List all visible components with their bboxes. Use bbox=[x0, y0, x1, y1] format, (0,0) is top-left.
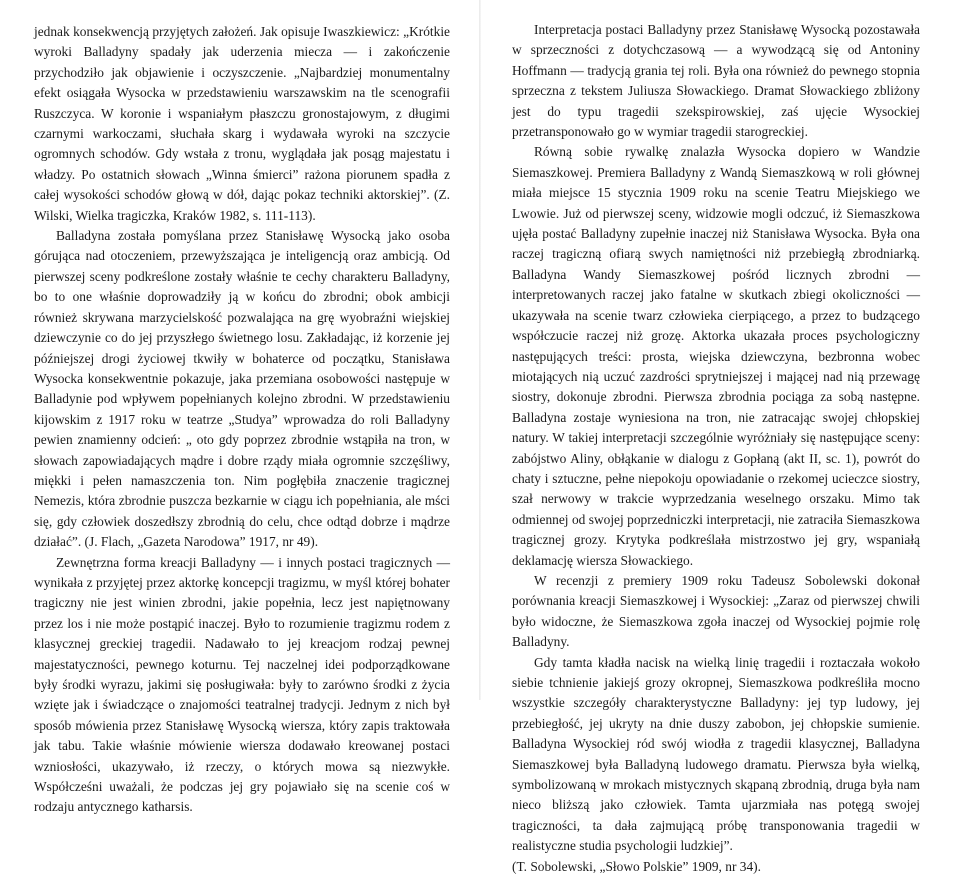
book-gutter bbox=[479, 0, 481, 700]
right-page bbox=[480, 0, 960, 874]
left-paragraph-2: Balladyna została pomyślana przez Stanisławę Wysocką jako osoba górująca nad otoczeniem, przewyższająca je inteligencją oraz ambicją. Od pierwszej sceny podkreślone zostały właśnie te cechy charakteru Balladyny, bo to one właśnie doprowadziły ją w końcu do zbrodni; obok ambicji również skrywana marzycielskość pozwalająca na grę wyobraźni wiejskiej dziewczynie co do jej przyszłego świetnego losu. Zakładając, iż korzenie jej późniejszej drogi życiowej tkwiły w bohaterce od początku, Stanisława Wysocka konsekwentnie pokazuje, jaka przemiana osobowości następuje w Balladynie pod wpływem popełnianych kolejno zbrodni. W przedstawieniu kijowskim z 1917 roku w teatrze „Studya” wprowadza do roli Balladyny pewien znamienny odcień: „ oto gdy poprzez zbrodnie wstąpiła na tron, w słowach zapowiadających mądre i dobre rządy miała ogromnie szczęśliwy, miękki i pełen namaszczenia ton. Nim pogłębiła znaczenie tragicznej Nemezis, która zbrodnie puszcza bezkarnie w ciągu ich popełniania, ale mści się, gdy człowiek doszedłszy zbrodnią do celu, chce odtąd dobrze i mądrze działać”. (J. Flach, „Gazeta Narodowa” 1917, nr 49). bbox=[34, 228, 450, 550]
left-page bbox=[0, 0, 480, 815]
left-paragraph-3: Zewnętrzna forma kreacji Balladyny — i innych postaci tragicznych — wynikała z przyjętej przez aktorkę koncepcji tragizmu, w myśl której bohater tragiczny nie jest winien zbrodni, jakie popełnia, lecz jest napiętnowany przez los i nie może postąpić inaczej. Było to rozumienie tragizmu rodem z klasycznej greckiej tragedii. Nadawało to jej kreacjom rodzaj pewnej majestatyczności, pewnego koturnu. Tej naczelnej idei podporządkowane były środki wyrazu, jakimi się posługiwała: były to zarówno środki z życia wzięte jak i świadczące o znajomości teatralnej tradycji. Jednym z nich był sposób mówienia przez Stanisławę Wysocką wiersza, który zapis traktowała jak tabu. Takie właśnie mówienie wiersza dodawało kreowanej postaci wzniosłości, ukazywało, iż rzeczy, o których mowa są niezwykłe. Współcześni uważali, że podczas jej gry pojawiało się na scenie coś w rodzaju antycznego katharsis. bbox=[34, 554, 450, 815]
right-paragraph-1: Interpretacja postaci Balladyny przez Stanisławę Wysocką pozostawała w sprzeczności z dotychczasową — a wywodzącą się od Antoniny Hoffmann — tradycją grania tej roli. Była ona również do pewnego stopnia sprzeczna z tekstem Juliusza Słowackiego. Dramat Słowackiego zbliżony jest do typu tragedii szekspirowskiej, zaś ujęcie Wysockiej przetransponowało go w wymiar tragedii starogreckiej. bbox=[512, 22, 920, 140]
left-paragraph-1: jednak konsekwencją przyjętych założeń. Jak opisuje Iwaszkiewicz: „Krótkie wyroki Balladyny spadały jak uderzenia miecza — i zakończenie przychodziło jak objawienie i oczyszczenie. „Najbardziej monumentalny efekt osiągała Wysocka w przedstawieniu warszawskim na tle scenografii Ruszczyca. W koronie i wspaniałym płaszczu gronostajowym, z długimi czarnymi warkoczami, słuchała skarg i wydawała wyroki na szczycie ogromnych schodów. Gdy wstała z tronu, wyglądała jak posąg majestatu i władzy. Po ostatnich słowach „Winna śmierci” rażona piorunem spadła z całej wysokości schodów głową w dół, dając pokaz techniki aktorskiej”. (Z. Wilski, Wielka tragiczka, Kraków 1982, s. 111-113). bbox=[34, 24, 450, 223]
right-paragraph-3: W recenzji z premiery 1909 roku Tadeusz Sobolewski dokonał porównania kreacji Siemaszkowej i Wysockiej: „Zaraz od pierwszej chwili było widoczne, że Siemaszkowa zgoła inaczej od Wysockiej pojmie rolę Balladyny. bbox=[512, 572, 920, 650]
right-paragraph-4: Gdy tamta kładła nacisk na wielką linię tragedii i roztaczała wokoło siebie tchnienie jakiejś grozy okropnej, Siemaszkowa podkreśliła mocno wszystkie szczegóły charakterystyczne Balladyny: jej typ ludowy, jej przebiegłość, jej ukryty na dnie duszy zabobon, jej chłopskie sumienie. Balladyna Wysockiej ród swój wiodła z tragedii klasycznej, Balladyna Siemaszkowej była Balladyną ludowego dramatu. Pierwsza była wielką, symbolizowaną w mrokach mistycznych skąpaną zbrodnią, druga była nam nieco bliższą jako człowiek. Tamta ujarzmiała nas potęgą swojej tragiczności, ta dała zajmującą próbę transponowania tragedii w realistyczne studia psychologii ludzkiej”. bbox=[512, 654, 920, 854]
right-citation: (T. Sobolewski, „Słowo Polskie” 1909, nr 34). bbox=[512, 858, 761, 874]
right-paragraph-2: Równą sobie rywalkę znalazła Wysocka dopiero w Wandzie Siemaszkowej. Premiera Balladyny z Wandą Siemaszkową w roli głównej miała miejsce 15 stycznia 1909 roku na scenie Teatru Miejskiego we Lwowie. Już od pierwszej sceny, widzowie mogli odczuć, iż Siemaszkowa ujęła postać Balladyny zupełnie inaczej niż Stanisława Wysocka. Była ona raczej tragiczną ofiarą swych namiętności niż przebiegłą zbrodniarką. Balladyna Wandy Siemaszkowej pośród licznych zbrodni — interpretowanych raczej jako fatalne w skutkach zbiegi okoliczności — ukazywała na scenie twarz człowieka cierpiącego, a przez to budzącego współczucie raczej niż grozę. Aktorka ukazała proces psychologiczny następujących treści: prosta, wiejska dziewczyna, bezbronna wobec miotających nią uczuć zazdrości sprytniejszej i mającej nad nią przewagę siostry, dokonuje zbrodni. Pierwsza zbrodnia pociąga za sobą następne. Balladyna zostaje wyniesiona na tron, nie zatracając swojej chłopskiej natury. W takiej interpretacji szczególnie wyróżniały się następujące sceny: zabójstwo Aliny, obłąkanie w dialogu z Gopłaną (akt II, sc. 1), powrót do chaty i sztuczne, pełne niepokoju opowiadanie o rzekomej ucieczce siostry, szał nerwowy w trakcie wyprzedzania weselnego orszaku. Mimo tak odmiennej od swojej poprzedniczki interpretacji, nie zatraciła Siemaszkowa tragicznej grozy. Krytyka podkreślała mistrzostwo jej gry, wspaniałą deklamację wiersza Słowackiego. bbox=[512, 144, 920, 568]
